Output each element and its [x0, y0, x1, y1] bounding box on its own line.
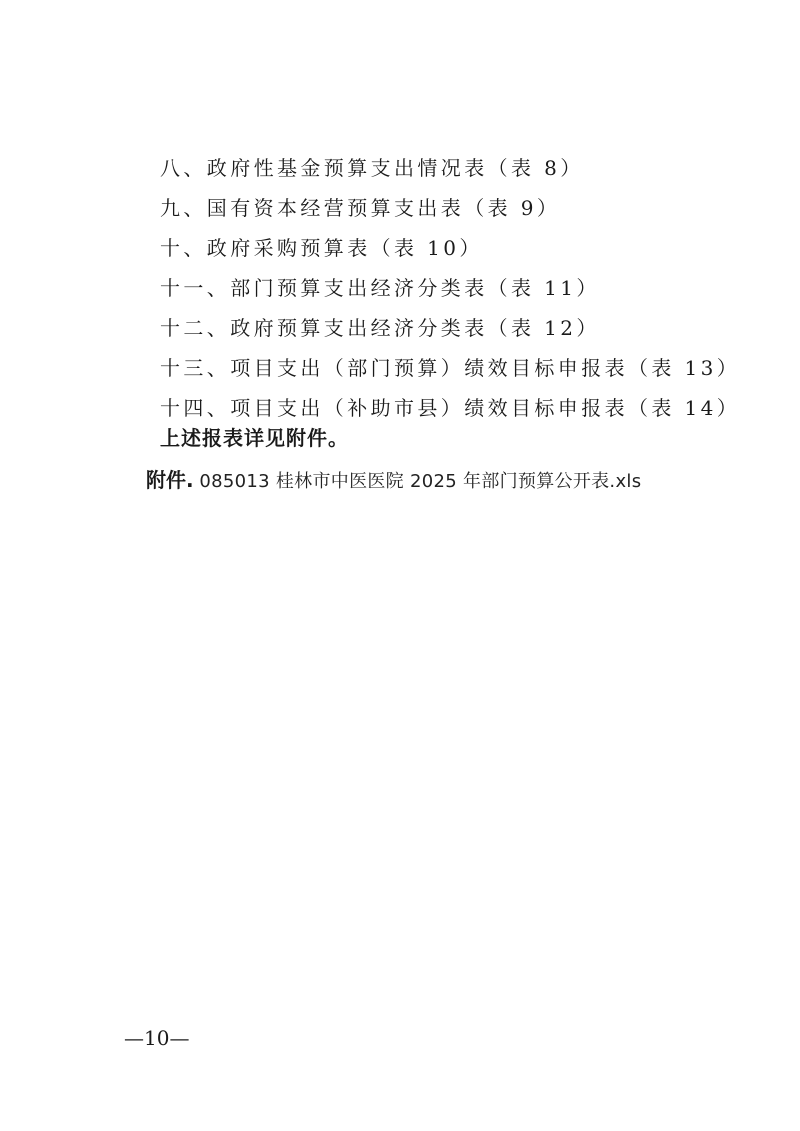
attachment-file-link[interactable]: 085013 桂林市中医医院 2025 年部门预算公开表.xls: [199, 471, 642, 492]
attachment-label: 附件.: [146, 468, 194, 492]
list-item: 十一、部门预算支出经济分类表（表 11）: [160, 276, 600, 300]
list-item: 十、政府采购预算表（表 10）: [160, 236, 483, 260]
page-number: —10—: [124, 1026, 190, 1050]
list-item: 十二、政府预算支出经济分类表（表 12）: [160, 316, 600, 340]
report-list: [160, 148, 740, 428]
list-item: 十三、项目支出（部门预算）绩效目标申报表（表 13）: [160, 356, 741, 380]
attachment-line: [146, 464, 641, 493]
list-item: 十四、项目支出（补助市县）绩效目标申报表（表 14）: [160, 396, 741, 420]
summary-text: 上述报表详见附件。: [160, 426, 349, 450]
list-item: 九、国有资本经营预算支出表（表 9）: [160, 196, 561, 220]
list-item: 八、政府性基金预算支出情况表（表 8）: [160, 156, 584, 180]
